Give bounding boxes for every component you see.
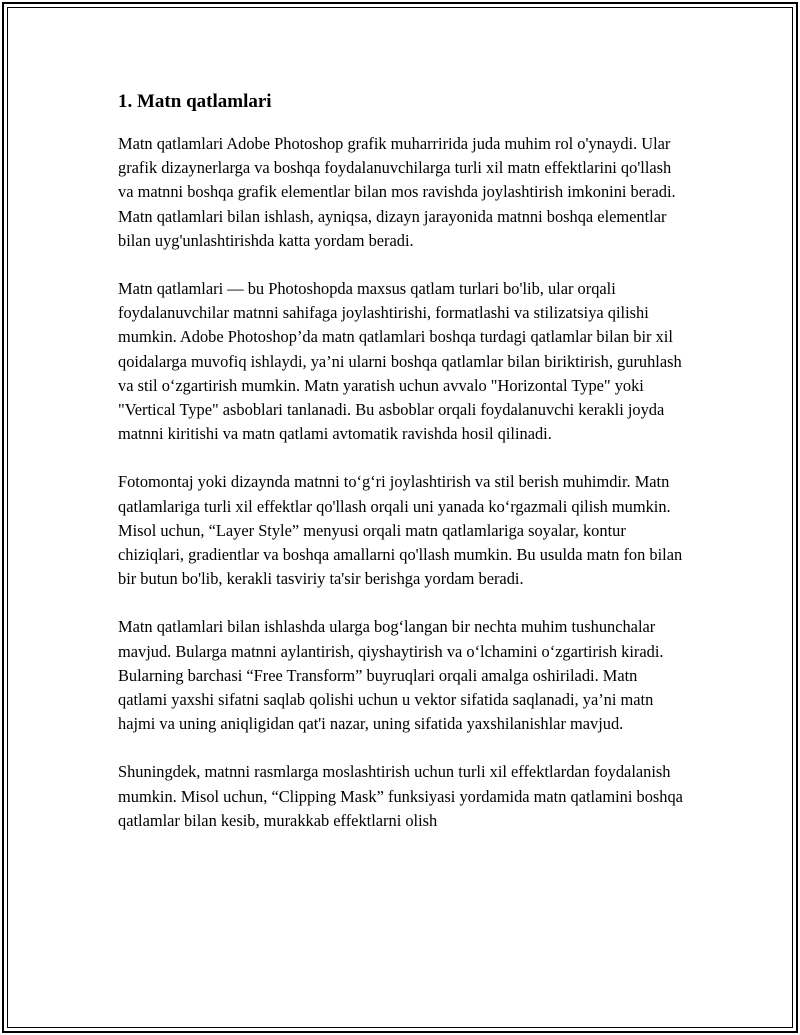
document-body (118, 90, 688, 857)
section-heading: 1. Matn qatlamlari (118, 91, 272, 112)
paragraph-2: Matn qatlamlari — bu Photoshopda maxsus qatlam turlari bo'lib, ular orqali foydalanuvchilar matnni sahifaga joylashtirishi, formatlashi va stilizatsiya qilishi mumkin. Adobe Photoshop’da matn qatlamlari boshqa turdagi qatlamlar bilan bir xil qoidalarga muvofiq ishlaydi, ya’ni ularni boshqa qatlamlar bilan biriktirish, guruhlash va stil o‘zgartirish mumkin. Matn yaratish uchun avvalo "Horizontal Type" yoki "Vertical Type" asboblari tanlanadi. Bu asboblar orqali foydalanuvchi kerakli joyda matnni kiritishi va matn qatlami avtomatik ravishda hosil qilinadi. (118, 279, 682, 444)
paragraph-5: Shuningdek, matnni rasmlarga moslashtirish uchun turli xil effektlardan foydalanish mumkin. Misol uchun, “Clipping Mask” funksiyasi yordamida matn qatlamini boshqa qatlamlar bilan kesib, murakkab effektlarni olish (118, 762, 683, 830)
paragraph-3: Fotomontaj yoki dizaynda matnni to‘g‘ri joylashtirish va stil berish muhimdir. Matn qatlamlariga turli xil effektlar qo'llash orqali uni yanada ko‘rgazmali qilish mumkin. Misol uchun, “Layer Style” menyusi orqali matn qatlamlariga soyalar, kontur chiziqlari, gradientlar va boshqa amallarni qo'llash mumkin. Bu usulda matn fon bilan bir butun bo'lib, kerakli tasviriy ta'sir berishga yordam beradi. (118, 472, 683, 589)
paragraph-1: Matn qatlamlari Adobe Photoshop grafik muharririda juda muhim rol o'ynaydi. Ular grafik dizaynerlarga va boshqa foydalanuvchilarga turli xil matn effektlarini qo'llash va matnni boshqa grafik elementlar bilan mos ravishda joylashtirish imkonini beradi. Matn qatlamlari bilan ishlash, ayniqsa, dizayn jarayonida matnni boshqa elementlar bilan uyg'unlashtirishda katta yordam beradi. (118, 134, 676, 250)
paragraph-4: Matn qatlamlari bilan ishlashda ularga bog‘langan bir nechta muhim tushunchalar mavjud. Bularga matnni aylantirish, qiyshaytirish va o‘lchamini o‘zgartirish kiradi. Bularning barchasi “Free Transform” buyruqlari orqali amalga oshiriladi. Matn qatlami yaxshi sifatni saqlab qolishi uchun u vektor sifatida saqlanadi, ya’ni matn hajmi va uning aniqligidan qat'i nazar, uning sifatida yaxshilanishlar mavjud. (118, 617, 664, 734)
